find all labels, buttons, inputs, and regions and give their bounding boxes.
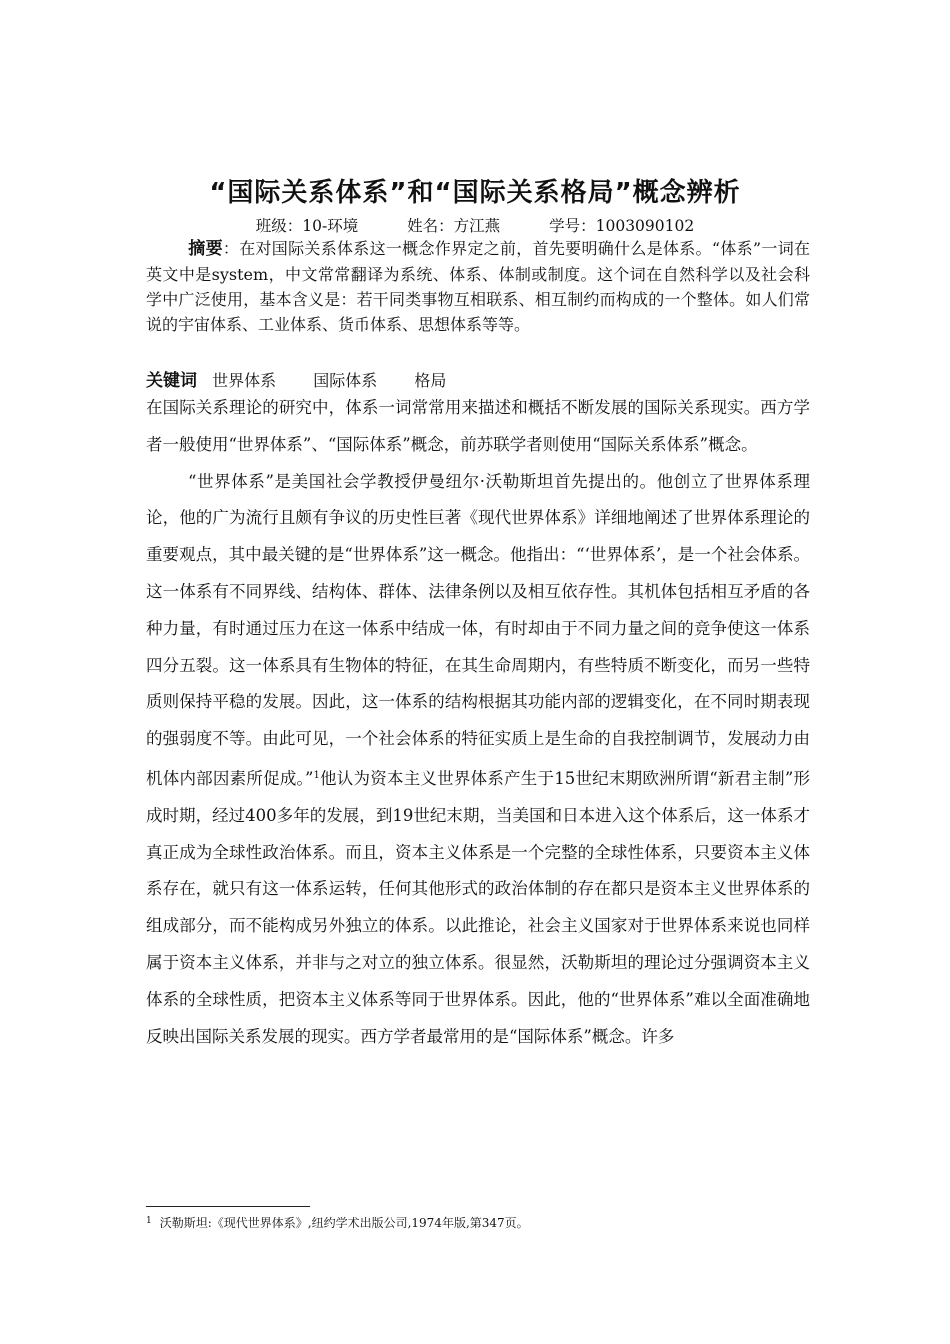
keyword-item: 世界体系: [212, 371, 277, 390]
footnote: [146, 1214, 529, 1231]
keyword-item: 国际体系: [313, 371, 378, 390]
footnote-mark: 1: [146, 1216, 152, 1226]
page-title: “国际关系体系”和“国际关系格局”概念辨析: [209, 178, 741, 208]
author-info: [0, 214, 950, 236]
keywords-label: 关键词: [146, 371, 197, 391]
body-text: [146, 390, 810, 1055]
paragraph-2-part-a: “世界体系”是美国社会学教授伊曼纽尔·沃勒斯坦首先提出的。他创立了世界体系理论，他的广为流行且颇有争议的历史性巨著《现代世界体系》详细地阐述了世界体系理论的重要观点，其中最关键的是“世界体系”这一概念。他指出：“‘世界体系’，是一个社会体系。这一体系有不同界线、结构体、群体、法律条例以及相互依存性。其机体包括相互矛盾的各种力量，有时通过压力在这一体系中结成一体，有时却由于不同力量之间的竞争使这一体系四分五裂。这一体系具有生物体的特征，在其生命周期内，有些特质不断变化，而另一些特质则保持平稳的发展。因此，这一体系的结构根据其功能内部的逻辑变化，在不同时期表现的强弱度不等。由此可见，一个社会体系的特征实质上是生命的自我控制调节，发展动力由机体内部因素所促成。”: [146, 471, 810, 788]
keyword-item: 格局: [414, 371, 447, 390]
footnote-text: 沃勒斯坦:《现代世界体系》,纽约学术出版公司,1974年版,第347页。: [159, 1216, 529, 1230]
student-id-info: 学号：1003090102: [549, 217, 695, 235]
paragraph-1: 在国际关系理论的研究中，体系一词常常用来描述和概括不断发展的国际关系现实。西方学者一般使用“世界体系”、“国际体系”概念，前苏联学者则使用“国际关系体系”概念。: [146, 398, 810, 454]
abstract: [146, 236, 810, 337]
abstract-text: ：在对国际关系体系这一概念作界定之前，首先要明确什么是体系。“体系”一词在英文中是system，中文常常翻译为系统、体系、体制或制度。这个词在自然科学以及社会科学中广泛使用，基本含义是：若干同类事物互相联系、相互制约而构成的一个整体。如人们常说的宇宙体系、工业体系、货币体系、思想体系等等。: [146, 239, 810, 334]
paragraph-2-part-b: 他认为资本主义世界体系产生于15世纪末期欧洲所谓“新君主制”形成时期，经过400多年的发展，到19世纪末期，当美国和日本进入这个体系后，这一体系才真正成为全球性政治体系。而且，资本主义体系是一个完整的全球性体系，只要资本主义体系存在，就只有这一体系运转，任何其他形式的政治体制的存在都只是资本主义世界体系的组成部分，而不能构成另外独立的体系。以此推论，社会主义国家对于世界体系来说也同样属于资本主义体系，并非与之对立的独立体系。很显然，沃勒斯坦的理论过分强调资本主义体系的全球性质，把资本主义体系等同于世界体系。因此，他的“世界体系”难以全面准确地反映出国际关系发展的现实。西方学者最常用的是“国际体系”概念。许多: [146, 768, 810, 1046]
abstract-label: 摘要: [188, 239, 223, 259]
footnote-divider: [146, 1206, 310, 1207]
name-info: 姓名：方江燕: [407, 217, 501, 235]
class-info: 班级：10-环境: [255, 217, 359, 235]
keywords: [146, 366, 468, 391]
footnote-reference[interactable]: 1: [313, 769, 320, 781]
paragraph-2: [146, 464, 810, 1056]
